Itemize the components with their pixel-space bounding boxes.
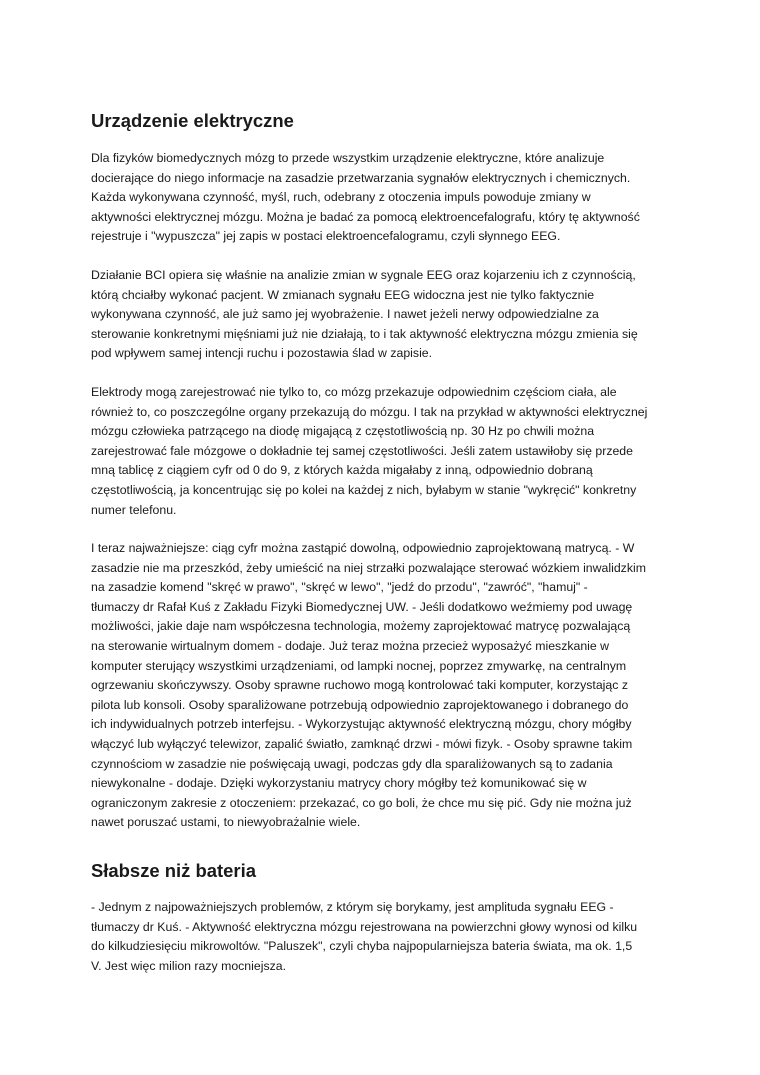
text-line: na sterowanie wirtualnym domem - dodaje. Już teraz można przecież wyposażyć mieszkanie w: [91, 638, 610, 653]
paragraph-1: [91, 149, 681, 247]
text-line: na zasadzie komend "skręć w prawo", "skręć w lewo", "jedź do przodu", "zawróć", "hamuj" -: [91, 580, 588, 595]
text-line: częstotliwością, ja koncentrując się po kolei na każdej z nich, byłabym w stanie "wykręcić" konkretny: [91, 482, 637, 497]
text-line: aktywności elektrycznej mózgu. Można je badać za pomocą elektroencefalografu, który tę aktywność: [91, 209, 640, 224]
text-line: Dla fizyków biomedycznych mózg to przede wszystkim urządzenie elektryczne, które analizuje: [91, 151, 605, 165]
text-line: sterowanie konkretnymi mięśniami już nie działają, to i tak aktywność elektryczna mózgu zmienia się: [91, 326, 638, 341]
text-line: do kilkudziesięciu mikrowoltów. "Paluszek", czyli chyba najpopularniejsza bateria świata, ma ok. 1,5: [91, 939, 633, 954]
text-line: czynnościom w zasadzie nie poświęcają uwagi, podczas gdy dla sparaliżowanych są to zadania: [91, 756, 613, 771]
paragraph-2: [91, 266, 681, 364]
text-line: mną tablicę z ciągiem cyfr od 0 do 9, z których każda migałaby z inną, odpowiednio dobraną: [91, 463, 593, 478]
section-heading-urzadzenie: Urządzenie elektryczne: [91, 110, 294, 131]
text-line: numer telefonu.: [91, 502, 177, 517]
text-line: I teraz najważniejsze: ciąg cyfr można zastąpić dowolną, odpowiednio zaprojektowaną matrycą. - W: [91, 541, 635, 555]
text-line: którą chciałby wykonać pacjent. W zmianach sygnału EEG widoczna jest nie tylko faktycznie: [91, 287, 595, 302]
paragraph-4: [91, 539, 681, 833]
text-line: zasadzie nie ma przeszkód, żeby umieścić na niej strzałki pozwalające sterować wózkiem inwalidzkim: [91, 560, 646, 575]
text-line: nawet poruszać ustami, to niewyobrażalnie wiele.: [91, 815, 361, 830]
text-line: mózgu człowieka patrzącego na diodę migającą z częstotliwością np. 30 Hz po chwili można: [91, 424, 595, 439]
text-line: wykonywana czynność, ale już samo jej wyobrażenie. I nawet jeżeli nerwy odpowiedzialne za: [91, 307, 599, 322]
text-line: niewykonalne - dodaje. Dzięki wykorzystaniu matrycy chory mógłby też komunikować się w: [91, 776, 587, 791]
text-line: tłumaczy dr Rafał Kuś z Zakładu Fizyki Biomedycznej UW. - Jeśli dodatkowo weźmiemy pod uwagę: [91, 599, 633, 614]
section-heading-slabsze: Słabsze niż bateria: [91, 860, 256, 881]
text-line: tłumaczy dr Kuś. - Aktywność elektryczna mózgu rejestrowana na powierzchni głowy wynosi od kilku: [91, 919, 638, 934]
text-line: - Jednym z najpoważniejszych problemów, z którym się borykamy, jest amplituda sygnału EEG -: [91, 900, 614, 914]
text-line: Elektrody mogą zarejestrować nie tylko to, co mózg przekazuje odpowiednim częściom ciała, ale: [91, 385, 617, 399]
text-line: ograniczonym zakresie z otoczeniem: przekazać, co go boli, że chce mu się pić. Gdy nie można już: [91, 795, 632, 810]
paragraph-5: [91, 898, 681, 976]
text-line: zarejestrować fale mózgowe o dokładnie tej samej częstotliwości. Jeśli zatem ustawiłoby się przede: [91, 443, 633, 458]
text-line: Każda wykonywana czynność, myśl, ruch, odebrany z otoczenia impuls powoduje zmiany w: [91, 190, 591, 205]
text-line: pod wpływem samej intencji ruchu i pozostawia ślad w zapisie.: [91, 346, 433, 361]
text-line: V. Jest więc milion razy mocniejsza.: [91, 958, 286, 973]
text-line: docierające do niego informacje na zasadzie przetwarzania sygnałów elektrycznych i chemicznych.: [91, 170, 631, 185]
text-line: ogrzewaniu skończywszy. Osoby sprawne ruchowo mogą kontrolować taki komputer, korzystając z: [91, 678, 628, 693]
text-line: włączyć lub wyłączyć telewizor, zapalić światło, zamknąć drzwi - mówi fizyk. - Osoby sprawne takim: [91, 736, 633, 751]
text-line: możliwości, jakie daje nam współczesna technologia, możemy zaprojektować matrycę pozwalającą: [91, 619, 631, 634]
text-line: ich indywidualnych potrzeb interfejsu. - Wykorzystując aktywność elektryczną mózgu, chory mógłby: [91, 717, 632, 732]
text-line: pilota lub konsoli. Osoby sparaliżowane potrzebują odpowiednio zaprojektowanego i dobranego do: [91, 697, 629, 712]
text-line: Działanie BCI opiera się właśnie na analizie zmian w sygnale EEG oraz kojarzeniu ich z czynnością,: [91, 268, 636, 282]
text-line: również to, co poszczególne organy przekazują do mózgu. I tak na przykład w aktywności elektrycznej: [91, 404, 648, 419]
text-line: rejestruje i "wypuszcza" jej zapis w postaci elektroencefalogramu, czyli słynnego EEG.: [91, 229, 561, 244]
text-line: komputer sterujący wszystkimi urządzeniami, od lampki nocnej, poprzez zmywarkę, na centralnym: [91, 658, 627, 673]
paragraph-3: [91, 383, 681, 520]
